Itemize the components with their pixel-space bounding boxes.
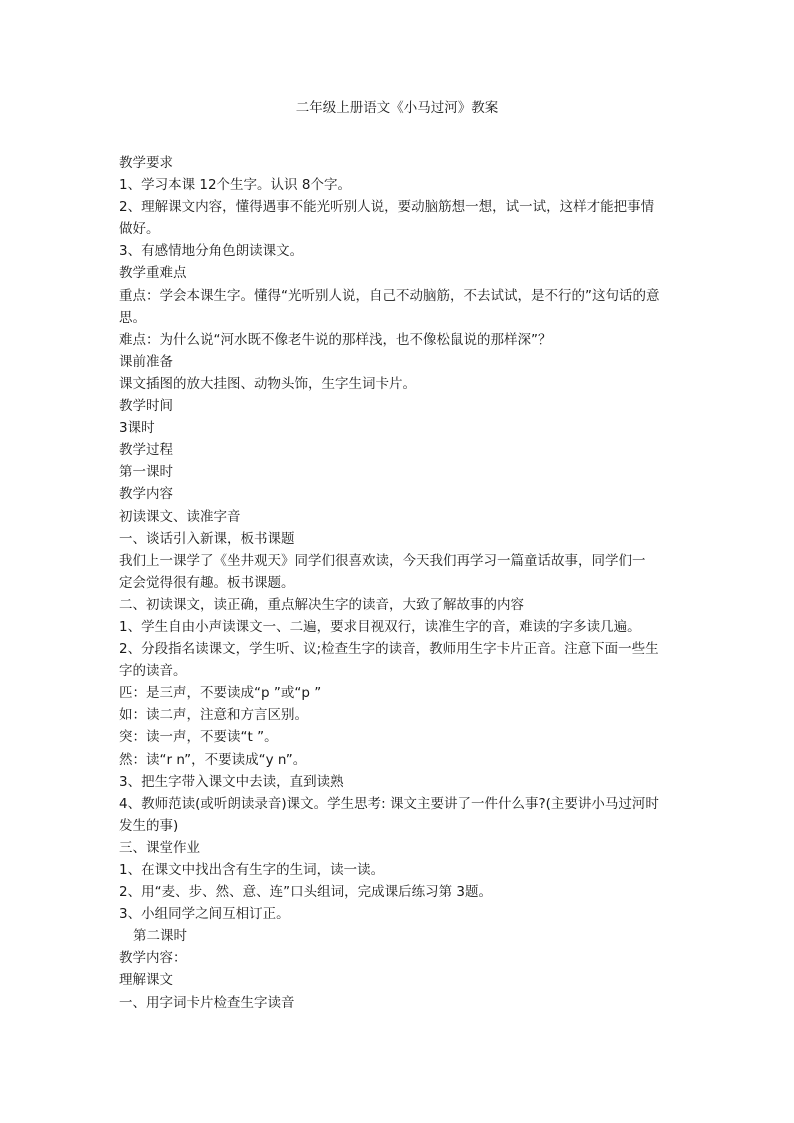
step-3-item-2: 2、用“麦、步、然、意、连”口头组词，完成课后练习第 3题。 [119, 884, 492, 901]
lesson-1-content-text: 初读课文、读准字音 [119, 508, 241, 525]
lesson-2-content-heading: 教学内容： [119, 950, 187, 967]
step-3-item-1: 1、在课文中找出含有生字的生词，读一读。 [119, 862, 385, 878]
step-2-item-4-continued: 发生的事) [119, 817, 179, 834]
pronunciation-note-ru: 如：读二声，注意和方言区别。 [119, 707, 308, 724]
section-heading-process: 教学过程 [119, 442, 173, 459]
lesson-2-content-text: 理解课文 [119, 972, 173, 989]
key-point-continued: 思。 [119, 309, 146, 326]
step-3-heading: 三、课堂作业 [119, 839, 200, 856]
requirement-item-2-continued: 做好。 [119, 221, 160, 238]
key-point: 重点：学会本课生字。懂得“光听别人说，自己不动脑筋，不去试试，是不行的”这句话的意 [119, 287, 660, 304]
requirement-item-2: 2、理解课文内容，懂得遇事不能光听别人说，要动脑筋想一想，试一试，这样才能把事情 [119, 199, 655, 216]
preparation-text: 课文插图的放大挂图、动物头饰，生字生词卡片。 [119, 375, 416, 392]
lesson-1-content-heading: 教学内容 [119, 486, 173, 503]
lesson-2-heading: 第二课时 [133, 928, 187, 945]
step-1-heading: 一、谈话引入新课，板书课题 [119, 530, 295, 547]
pronunciation-note-pi: 匹：是三声，不要读成“p ”或“p ” [119, 685, 322, 702]
section-heading-requirements: 教学要求 [119, 155, 173, 171]
requirement-item-3: 3、有感情地分角色朗读课文。 [119, 243, 304, 260]
step-2-item-2: 2、分段指名读课文，学生听、议;检查生字的读音，教师用生字卡片正音。注意下面一些生 [119, 641, 659, 658]
pronunciation-note-ran: 然：读“r n”，不要读成“y n”。 [119, 751, 307, 768]
step-2-item-1: 1、学生自由小声读课文一、二遍，要求目视双行，读准生字的音，难读的字多读几遍。 [119, 618, 641, 635]
step-1-text-continued: 定会觉得很有趣。板书课题。 [119, 574, 295, 591]
step-2-heading: 二、初读课文，读正确，重点解决生字的读音，大致了解故事的内容 [119, 596, 524, 613]
difficult-point: 难点：为什么说“河水既不像老牛说的那样浅，也不像松鼠说的那样深”？ [119, 331, 552, 348]
lesson-2-step-1-heading: 一、用字词卡片检查生字读音 [119, 994, 295, 1011]
pronunciation-note-tu: 突：读一声，不要读“t ”。 [119, 729, 278, 746]
step-2-item-4: 4、教师范读(或听朗读录音)课文。学生思考: 课文主要讲了一件什么事?(主要讲小马过河时 [119, 795, 659, 812]
section-heading-key-points: 教学重难点 [119, 265, 187, 282]
step-3-item-3: 3、小组同学之间互相订正。 [119, 906, 290, 923]
document-body [119, 152, 679, 1014]
step-1-text: 我们上一课学了《坐井观天》同学们很喜欢读，今天我们再学习一篇童话故事，同学们一 [119, 552, 646, 569]
lesson-1-heading: 第一课时 [119, 464, 173, 481]
step-2-item-2-continued: 字的读音。 [119, 663, 187, 680]
document-title: 二年级上册语文《小马过河》教案 [295, 100, 499, 116]
section-heading-time: 教学时间 [119, 398, 173, 415]
time-text: 3课时 [119, 420, 155, 437]
step-2-item-3: 3、把生字带入课文中去读，直到读熟 [119, 773, 344, 790]
requirement-item-1: 1、学习本课 12个生字。认识 8个字。 [119, 177, 351, 194]
section-heading-preparation: 课前准备 [119, 353, 173, 370]
